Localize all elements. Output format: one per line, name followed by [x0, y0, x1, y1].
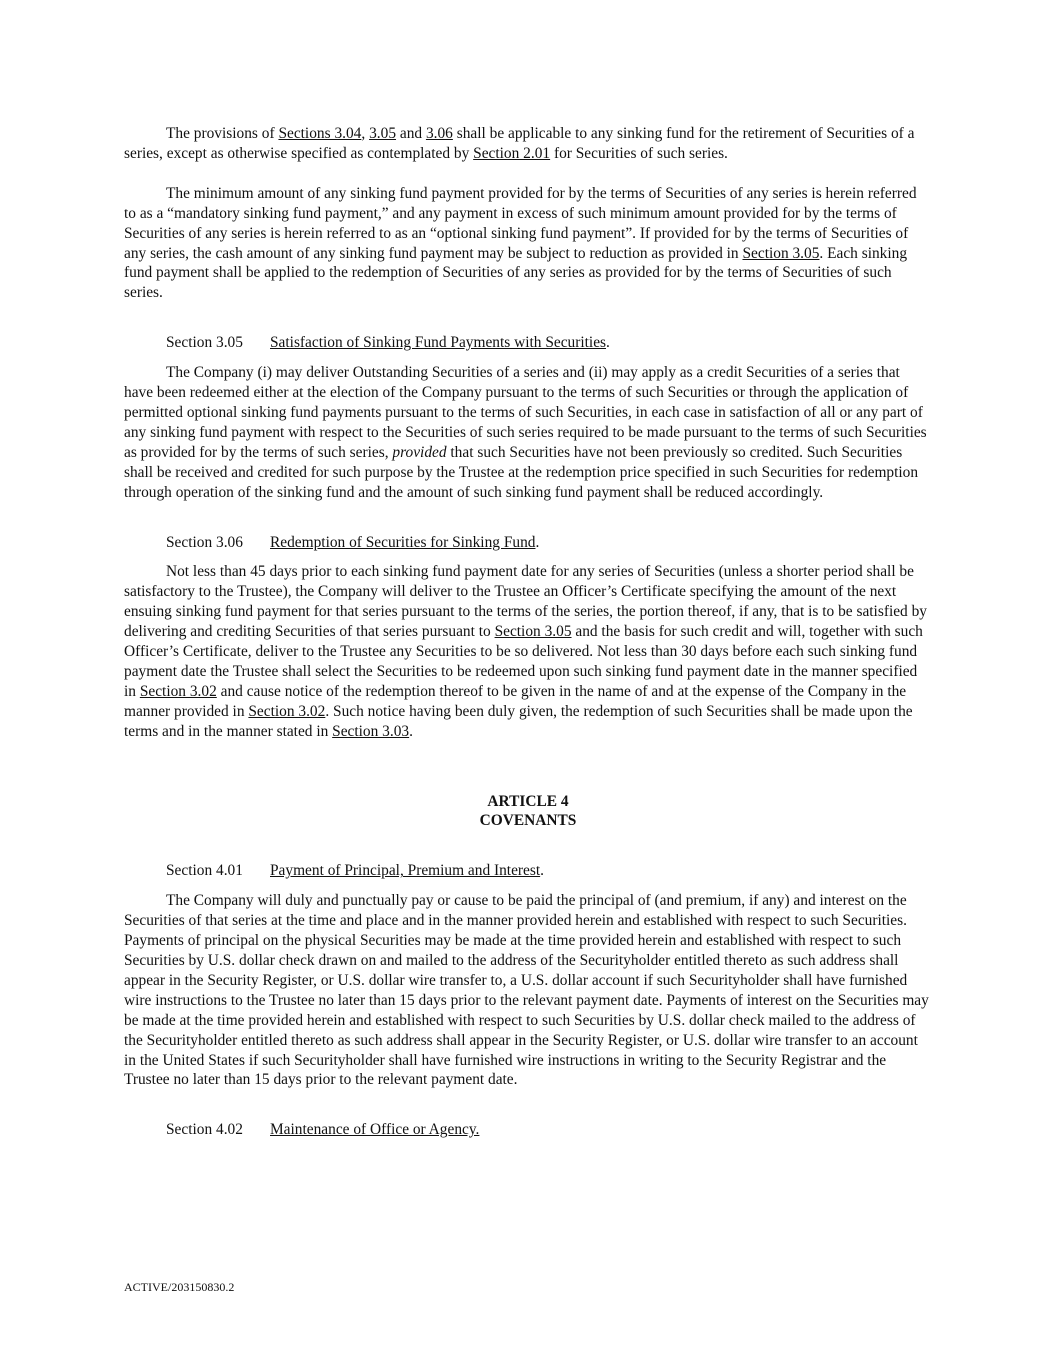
section-title: Redemption of Securities for Sinking Fund	[270, 533, 536, 551]
link-section-3-02[interactable]: Section 3.02	[248, 702, 326, 720]
text: Not less than 45 days prior to each sinking fund payment date for any series of Securities (unless a shorter period shall be satisfactory to the Trustee), the Company will deliver to the Trustee an Officer’s Certificate specifying the amount of the next ensuing sinking fund payment for that series pursuant to the terms of the series, the portion thereof, if any, that is to be satisfied by delivering and crediting Securities of that series pursuant to	[124, 563, 927, 641]
text: for Securities of such series.	[550, 144, 728, 162]
text: shall be applicable to any sinking fund for the retirement of Securities of a series, except as otherwise specified as contemplated by	[124, 125, 915, 162]
link-sections-3-04[interactable]: Sections 3.04	[278, 125, 362, 142]
text: .	[606, 334, 610, 352]
link-section-3-05[interactable]: Section 3.05	[494, 623, 572, 641]
link-section-3-02[interactable]: Section 3.02	[139, 682, 217, 700]
paragraph-sinking-fund-provisions	[124, 124, 932, 164]
paragraph-payment-terms: The Company will duly and punctually pay or cause to be paid the principal of (and premium, if any) and interest on the Securities of that series at the time and place and in the manner provided herein and established with respect to such Securities. Payments of principal on the physical Securities may be made at the time provided herein and established with respect to such Securities by U.S. dollar check drawn on and mailed to the address of the Securityholder entitled thereto as such address shall appear in the Security Register, or U.S. dollar wire transfer to, a U.S. dollar account if such Securityholder shall have furnished wire instructions to the Trustee no later than 15 days prior to the relevant payment date. Payments of interest on the Securities may be made at the time provided herein and established with respect to such Securities by U.S. dollar check mailed to the address of the Securityholder entitled thereto as such address shall appear in the Security Register, or U.S. dollar wire transfer to an account in the United States if such Securityholder shall have furnished wire instructions in writing to the Security Registrar and the Trustee no later than 15 days prior to the relevant payment date.	[124, 892, 929, 1089]
emphasis-provided: provided	[392, 443, 447, 461]
link-section-3-05[interactable]: Section 3.05	[742, 244, 820, 262]
article-number: ARTICLE 4	[487, 792, 569, 810]
text: that such Securities have not been previously so credited. Such Securities shall be received and credited for such purpose by the Trustee at the redemption price specified in such Securities for redemption through operation of the sinking fund and the amount of such sinking fund payment shall be reduced accordingly.	[124, 443, 919, 501]
text: and cause notice of the redemption thereof to be given in the name of and at the expense of the Company in the manner provided in	[124, 682, 907, 720]
section-number: Section 3.05	[166, 334, 243, 352]
section-number: Section 4.01	[166, 862, 243, 880]
link-section-2-01[interactable]: Section 2.01	[473, 144, 551, 162]
article-heading	[124, 792, 932, 832]
paragraph-minimum-amount	[124, 184, 932, 303]
section-number: Section 4.02	[166, 1121, 243, 1139]
text: The minimum amount of any sinking fund payment provided for by the terms of Securities of any series is herein referred to as a “mandatory sinking fund payment,” and any payment in excess of such minimum amount provided for by the terms of Securities of any series is herein referred to as an “optional sinking fund payment”. If provided for by the terms of Securities of any series, the cash amount of any sinking fund payment may be subject to reduction as provided in	[124, 184, 917, 262]
section-heading-3-06	[124, 533, 932, 553]
section-title: Satisfaction of Sinking Fund Payments with Securities	[270, 334, 607, 352]
text: .	[409, 722, 413, 740]
document-page	[124, 124, 932, 1140]
link-3-06[interactable]: 3.06	[425, 125, 453, 142]
text: .	[540, 862, 544, 880]
paragraph-company-delivery	[124, 363, 932, 502]
section-heading-3-05	[124, 333, 932, 353]
link-3-05[interactable]: 3.05	[369, 125, 397, 142]
article-title: COVENANTS	[479, 812, 577, 830]
text: ,	[361, 125, 370, 142]
document-footer-id: ACTIVE/203150830.2	[124, 1280, 235, 1294]
section-number: Section 3.06	[166, 533, 243, 551]
section-heading-4-02	[124, 1120, 932, 1140]
text: and	[396, 125, 426, 142]
text: . Such notice having been duly given, the redemption of such Securities shall be made upon the terms and in the manner stated in	[124, 702, 913, 740]
text: The Company (i) may deliver Outstanding Securities of a series and (ii) may apply as a credit Securities of a series that have been redeemed either at the election of the Company pursuant to the terms of such Securities or through the application of permitted optional sinking fund payments pursuant to the terms of such Securities, in each case in satisfaction of all or any part of any sinking fund payment with respect to the Securities of such series required to be made pursuant to the terms of such Securities as provided for by the terms of such series,	[124, 364, 927, 461]
text: . Each sinking fund payment shall be applied to the redemption of Securities of any series as provided for by the terms of Securities of such series.	[124, 244, 908, 302]
text: The provisions of	[166, 125, 279, 142]
link-section-3-03[interactable]: Section 3.03	[332, 722, 410, 740]
section-heading-4-01	[124, 861, 932, 881]
text: and the basis for such credit and will, together with such Officer’s Certificate, deliver to the Trustee any Securities to be so delivered. Not less than 30 days before each such sinking fund payment date the Trustee shall select the Securities to be redeemed upon such sinking fund payment date in the manner specified in	[124, 623, 923, 700]
section-title: Payment of Principal, Premium and Interest	[270, 862, 541, 880]
text: .	[535, 533, 540, 551]
paragraph-redemption-notice	[124, 562, 932, 741]
section-title: Maintenance of Office or Agency.	[270, 1121, 480, 1139]
